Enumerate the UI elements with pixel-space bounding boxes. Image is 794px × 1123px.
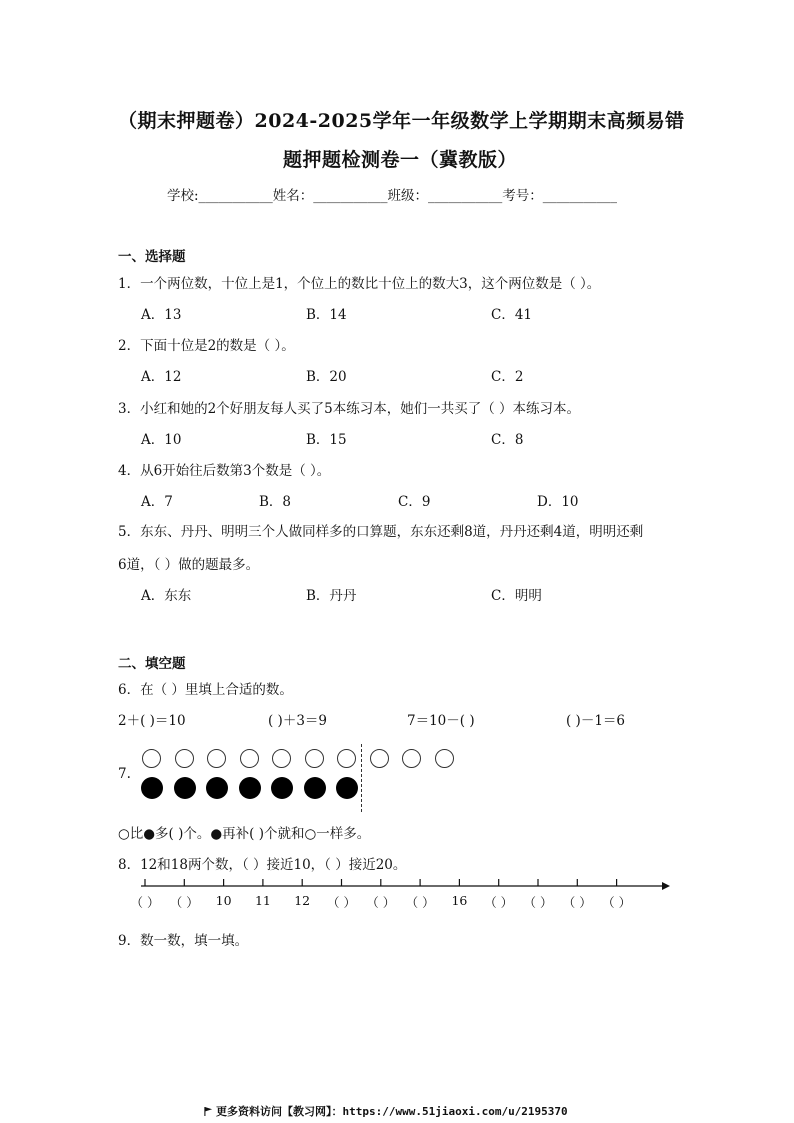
q4-option-d: D．10 (537, 494, 579, 510)
number-line-label: （ ） (602, 895, 632, 910)
q1-option-b: B．14 (306, 307, 347, 323)
paper-title-line2: 题押题检测卷一（冀教版） (283, 149, 518, 171)
number-line-label: 10 (215, 893, 232, 908)
q6-equation-4: ( )－1＝6 (566, 713, 626, 729)
question-6: 6．在（ ）里填上合适的数。 (118, 682, 293, 698)
number-line-label: （ ） (562, 895, 592, 910)
question-7-number: 7. (118, 766, 131, 782)
question-8: 8．12和18两个数，（ ）接近10，（ ）接近20。 (118, 857, 407, 873)
number-line-label: （ ） (484, 895, 514, 910)
question-5-line2: 6道，（ ）做的题最多。 (118, 557, 260, 573)
question-4: 4．从6开始往后数第3个数是（ ）。 (118, 463, 331, 479)
number-line-label: 16 (451, 893, 468, 908)
number-line-label: （ ） (130, 895, 160, 910)
paper-title-line1: （期末押题卷）2024-2025学年一年级数学上学期期末高频易错 (118, 110, 685, 132)
section-fill-heading: 二、填空题 (118, 656, 186, 672)
q1-option-c: C．41 (491, 307, 533, 323)
q5-option-c: C．明明 (491, 588, 542, 604)
number-line-label: （ ） (169, 895, 199, 910)
footer-text: 更多资料访问【教习网】：https://www.51jiaoxi.com/u/2195370 (216, 1105, 568, 1118)
question-3: 3．小红和她的2个好朋友每人买了5本练习本，她们一共买了（ ）本练习本。 (118, 401, 581, 417)
q6-equation-3: 7＝10－( ) (407, 713, 475, 729)
section-choice-heading: 一、选择题 (118, 249, 186, 265)
student-info-line: 学校:___________姓名：___________班级：___________考号：___________ (167, 188, 618, 204)
q6-equation-1: 2＋( )＝10 (118, 713, 186, 729)
flag-icon (204, 1107, 213, 1116)
question-1: 1．一个两位数，十位上是1，个位上的数比十位上的数大3，这个两位数是（ ）。 (118, 276, 601, 292)
number-line-label: （ ） (366, 895, 396, 910)
q4-option-a: A．7 (141, 494, 173, 510)
q2-option-b: B．20 (306, 369, 347, 385)
footer-link[interactable] (204, 1103, 568, 1119)
number-line-label: （ ） (405, 895, 435, 910)
q3-option-c: C．8 (491, 432, 524, 448)
number-line-label: （ ） (523, 895, 553, 910)
q2-option-a: A．12 (141, 369, 182, 385)
question-7: ○比●多( )个。●再补( )个就和○一样多。 (118, 826, 371, 842)
question-5-line1: 5．东东、丹丹、明明三个人做同样多的口算题，东东还剩8道，丹丹还剩4道，明明还剩 (118, 524, 644, 540)
number-line-label: 12 (294, 893, 311, 908)
q2-option-c: C．2 (491, 369, 524, 385)
q4-option-b: B．8 (259, 494, 292, 510)
q3-option-b: B．15 (306, 432, 347, 448)
q5-option-a: A．东东 (141, 588, 192, 604)
q3-option-a: A．10 (141, 432, 182, 448)
q6-equation-2: ( )＋3＝9 (268, 713, 328, 729)
number-line-label: （ ） (327, 895, 356, 910)
q1-option-a: A．13 (141, 307, 182, 323)
question-2: 2．下面十位是2的数是（ ）。 (118, 338, 295, 354)
q4-option-c: C．9 (398, 494, 431, 510)
q5-option-b: B．丹丹 (306, 588, 357, 604)
question-9: 9．数一数，填一填。 (118, 933, 249, 949)
number-line-label: 11 (254, 893, 271, 908)
number-line-arrow-icon (662, 882, 670, 890)
